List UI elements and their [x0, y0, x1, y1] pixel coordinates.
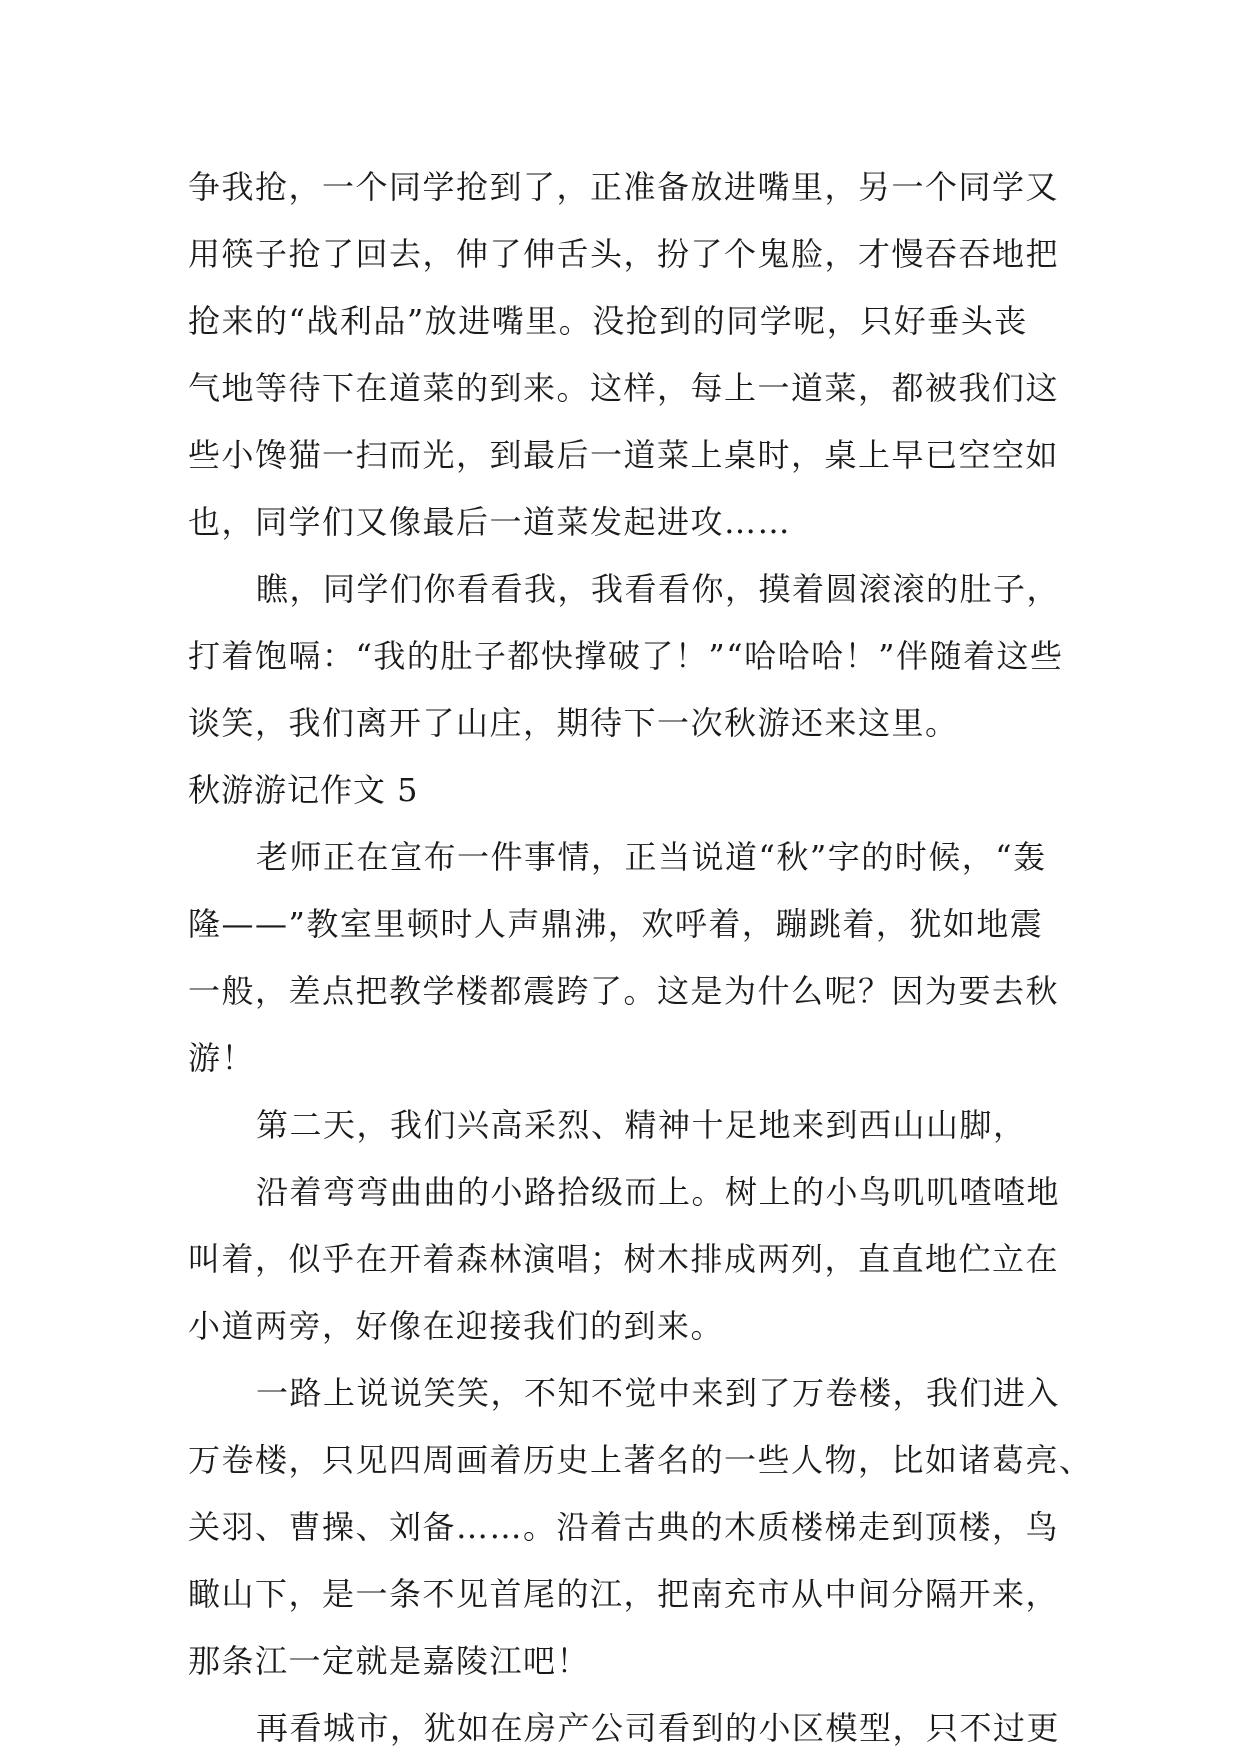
text-line: 打着饱嗝：“我的肚子都快撑破了！”“哈哈哈！”伴随着这些	[188, 637, 1064, 675]
text-line: 气地等待下在道菜的到来。这样，每上一道菜，都被我们这	[188, 369, 1060, 407]
paragraph-start-line: 沿着弯弯曲曲的小路拾级而上。树上的小鸟叽叽喳喳地	[256, 1173, 1061, 1211]
paragraph-start-line: 第二天，我们兴高采烈、精神十足地来到西山山脚，	[256, 1106, 1027, 1144]
paragraph-start-line: 老师正在宣布一件事情，正当说道“秋”字的时候，“轰	[256, 838, 1047, 876]
text-line: 瞰山下，是一条不见首尾的江，把南充市从中间分隔开来，	[188, 1575, 1060, 1613]
text-line: 谈笑，我们离开了山庄，期待下一次秋游还来这里。	[188, 704, 959, 742]
text-line: 些小馋猫一扫而光，到最后一道菜上桌时，桌上早已空空如	[188, 436, 1060, 474]
text-line: 关羽、曹操、刘备……。沿着古典的木质楼梯走到顶楼，鸟	[188, 1508, 1060, 1546]
text-line: 那条江一定就是嘉陵江吧！	[188, 1642, 591, 1680]
essay-body	[188, 154, 1093, 1762]
text-line: 争我抢，一个同学抢到了，正准备放进嘴里，另一个同学又	[188, 168, 1060, 206]
text-line: 隆——”教室里顿时人声鼎沸，欢呼着，蹦跳着，犹如地震	[188, 905, 1044, 943]
paragraph-start-line: 再看城市，犹如在房产公司看到的小区模型，只不过更	[256, 1709, 1061, 1747]
text-line: 游！	[188, 1039, 256, 1077]
text-line: 也，同学们又像最后一道菜发起进攻……	[188, 503, 792, 541]
section-heading: 秋游游记作文 5	[188, 771, 419, 809]
paragraph-start-line: 瞧，同学们你看看我，我看看你，摸着圆滚滚的肚子，	[256, 570, 1061, 608]
text-line: 小道两旁，好像在迎接我们的到来。	[188, 1307, 725, 1345]
text-line: 叫着，似乎在开着森林演唱；树木排成两列，直直地伫立在	[188, 1240, 1060, 1278]
text-line: 万卷楼，只见四周画着历史上著名的一些人物，比如诸葛亮、	[188, 1441, 1093, 1479]
paragraph-start-line: 一路上说说笑笑，不知不觉中来到了万卷楼，我们进入	[256, 1374, 1061, 1412]
text-line: 抢来的“战利品”放进嘴里。没抢到的同学呢，只好垂头丧	[188, 302, 1028, 340]
text-line: 用筷子抢了回去，伸了伸舌头，扮了个鬼脸，才慢吞吞地把	[188, 235, 1060, 273]
text-line: 一般，差点把教学楼都震跨了。这是为什么呢？因为要去秋	[188, 972, 1060, 1010]
